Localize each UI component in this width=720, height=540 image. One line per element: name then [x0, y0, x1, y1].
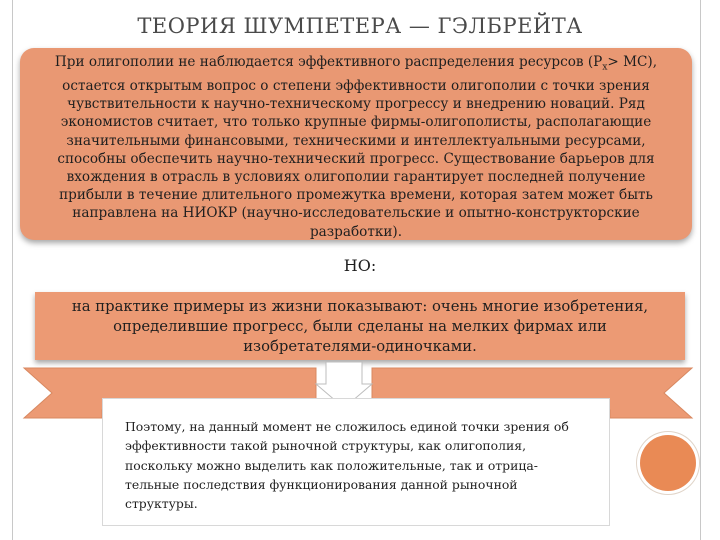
conclusion-text: Поэтому, на данный момент не сложилось единой точки зрения об эффективности такой рыночной структуры, как олигополия, поскольку можно выделить как положительные, так и отрица-тельные последствия функционирования данной рыночной структуры. — [125, 419, 569, 512]
slide-title: ТЕОРИЯ ШУМПЕТЕРА — ГЭЛБРЕЙТА — [137, 14, 583, 38]
decorative-circle — [640, 435, 696, 491]
theory-text: При олигополии не наблюдается эффективного распределения ресурсов $(P_x> MC)$, остается открытым вопрос о степени эффективности олигополии с точки зрения чувствительности к научно-техническому прогрессу и внедрению новаций. Ряд экономистов считает, что только крупные фирмы-олигополисты, располагающие значительными финансовыми, техническими и интеллектуальными ресурсами, способны обеспечить научно-технический прогресс. Существование барьеров для вхождения в отрасль в условиях олигополии гарантирует последней получение прибыли в течение длительного промежутка времени, которая затем может быть направлена на НИОКР (научно-исследовательские и опытно-конструкторские разработки). — [54, 54, 658, 240]
conclusion-text-box — [102, 398, 610, 526]
practice-text: на практике примеры из жизни показывают: очень многие изобретения, определившие прогресс, были сделаны на мелких фирмах или изобретателями-одиночками. — [71, 298, 649, 355]
but-label: НО: — [343, 256, 377, 275]
